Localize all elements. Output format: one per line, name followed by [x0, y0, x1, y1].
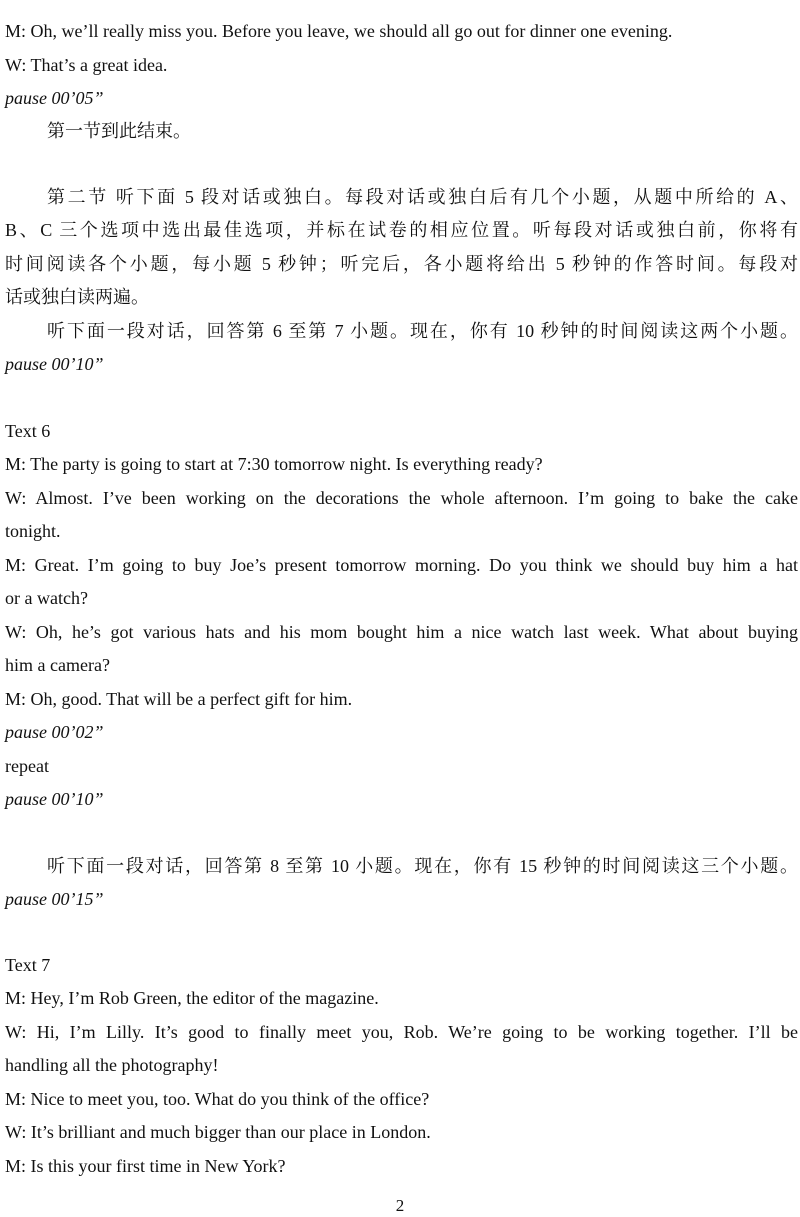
text-heading: Text 6 — [5, 421, 51, 441]
dialogue-line: handling all the photography! — [5, 1055, 219, 1075]
dialogue-line: M: Oh, good. That will be a perfect gift for him. — [5, 689, 353, 709]
dialogue-line: M: The party is going to start at 7:30 tomorrow night. Is everything ready? — [5, 454, 543, 474]
instruction-line: 听下面一段对话，回答第 8 至第 10 小题。现在，你有 15 秒钟的时间阅读这三个小题。 — [47, 856, 798, 876]
instruction-line: 话或独白读两遍。 — [5, 287, 149, 307]
page-number: 2 — [395, 1196, 405, 1215]
pause-marker: pause 00’10” — [5, 789, 104, 809]
pause-marker: pause 00’02” — [5, 722, 104, 742]
instruction-line: 第二节 听下面 5 段对话或独白。每段对话或独白后有几个小题，从题中所给的 A、 — [47, 187, 798, 207]
dialogue-line: W: Almost. I’ve been working on the decorations the whole afternoon. I’m going to bake the cake — [5, 488, 798, 508]
dialogue-line: M: Great. I’m going to buy Joe’s present tomorrow morning. Do you think we should buy him a hat — [5, 555, 798, 575]
dialogue-line: him a camera? — [5, 655, 110, 675]
dialogue-line: W: Oh, he’s got various hats and his mom bought him a nice watch last week. What about buying — [5, 622, 798, 642]
dialogue-line: tonight. — [5, 521, 61, 541]
pause-marker: pause 00’05” — [5, 88, 104, 108]
instruction-line: 时间阅读各个小题，每小题 5 秒钟；听完后，各小题将给出 5 秒钟的作答时间。每段对 — [5, 254, 798, 274]
section-end-note: 第一节到此结束。 — [47, 121, 191, 141]
repeat-marker: repeat — [5, 756, 49, 776]
dialogue-line: M: Hey, I’m Rob Green, the editor of the magazine. — [5, 988, 379, 1008]
text-heading: Text 7 — [5, 955, 51, 975]
dialogue-line: M: Oh, we’ll really miss you. Before you leave, we should all go out for dinner one evening. — [5, 21, 673, 41]
dialogue-line: M: Nice to meet you, too. What do you think of the office? — [5, 1089, 430, 1109]
pause-marker: pause 00’10” — [5, 354, 104, 374]
dialogue-line: W: It’s brilliant and much bigger than our place in London. — [5, 1122, 431, 1142]
pause-marker: pause 00’15” — [5, 889, 104, 909]
dialogue-line: or a watch? — [5, 588, 88, 608]
instruction-line: B、C 三个选项中选出最佳选项，并标在试卷的相应位置。听每段对话或独白前，你将有 — [5, 220, 798, 240]
dialogue-line: W: That’s a great idea. — [5, 55, 168, 75]
dialogue-line: W: Hi, I’m Lilly. It’s good to finally meet you, Rob. We’re going to be working together. I’ll be — [5, 1022, 798, 1042]
dialogue-line: M: Is this your first time in New York? — [5, 1156, 286, 1176]
instruction-line: 听下面一段对话，回答第 6 至第 7 小题。现在，你有 10 秒钟的时间阅读这两个小题。 — [47, 321, 798, 341]
